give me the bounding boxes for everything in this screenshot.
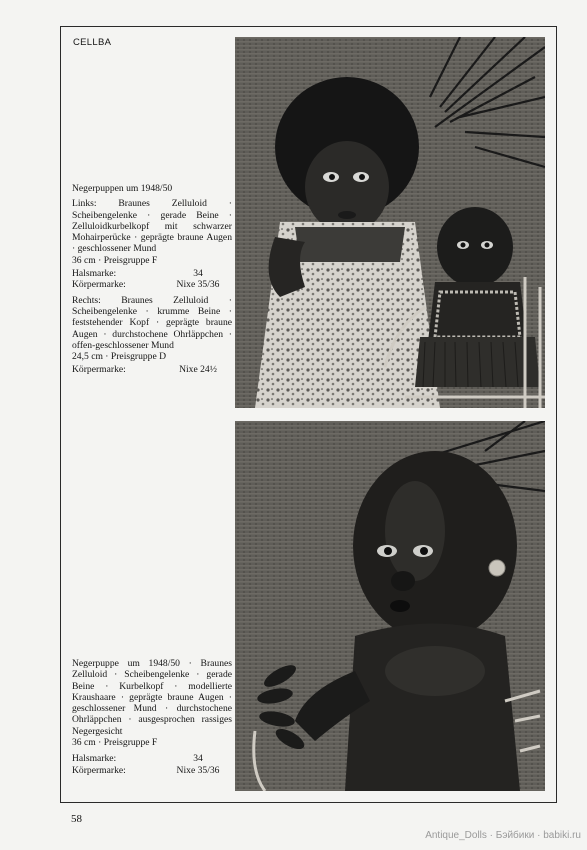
page-number: 58 bbox=[71, 813, 82, 825]
mark-value: 34 bbox=[193, 268, 203, 280]
section2-description: Negerpuppe um 1948/50 · Braunes Zelluloid · Scheibengelenke · gerade Beine · Kurbelkopf · modellierte Kraushaare · geprägte braune Augen · geschlossener Mund · durchstochene Ohrläppchen · ausgesprochen rassiges Negergesicht bbox=[72, 658, 232, 737]
mark-row bbox=[72, 279, 232, 290]
mark-row bbox=[72, 765, 232, 776]
mark-value: Nixe 35/36 bbox=[176, 764, 220, 776]
section1-caption bbox=[72, 183, 232, 376]
section2-marks bbox=[72, 753, 232, 776]
mark-value: Nixe 24½ bbox=[179, 364, 217, 376]
section1-right-description: Rechts: Braunes Zelluloid · Scheibengelenke · krumme Beine · feststehender Kopf · geprägte braune Augen · durchstochene Ohrläppchen · offen-geschlossener Mund bbox=[72, 294, 232, 351]
section1-left-marks bbox=[72, 268, 232, 291]
section1-right-size: 24,5 cm · Preisgruppe D bbox=[72, 351, 167, 363]
mark-label: Halsmarke: bbox=[72, 753, 117, 765]
photo-two-dolls-image bbox=[235, 37, 545, 408]
photo-single-doll-image bbox=[235, 421, 545, 791]
photo-two-dolls bbox=[235, 37, 545, 408]
mark-value: 34 bbox=[193, 753, 203, 765]
photo-single-doll bbox=[235, 421, 545, 791]
mark-label: Körpermarke: bbox=[72, 364, 126, 376]
section1-title: Negerpuppen um 1948/50 bbox=[72, 183, 173, 194]
mark-label: Körpermarke: bbox=[72, 764, 126, 776]
section2-size: 36 cm · Preisgruppe F bbox=[72, 737, 158, 749]
mark-label: Halsmarke: bbox=[72, 268, 117, 280]
section2-caption bbox=[72, 658, 232, 776]
watermark: Antique_Dolls · Бэйбики · babiki.ru bbox=[425, 830, 581, 841]
section1-right-marks bbox=[72, 364, 232, 375]
mark-row bbox=[72, 364, 232, 375]
section1-left-description: Links: Braunes Zelluloid · Scheibengelenke · gerade Beine · Zelluloidkurbelkopf mit schwarzer Mohairperücke · geprägte braune Augen · geschlossener Mund bbox=[72, 198, 232, 255]
brand-label: CELLBA bbox=[73, 37, 112, 48]
mark-value: Nixe 35/36 bbox=[176, 279, 220, 291]
mark-row bbox=[72, 268, 232, 279]
mark-label: Körpermarke: bbox=[72, 279, 126, 291]
section1-left-size: 36 cm · Preisgruppe F bbox=[72, 254, 158, 266]
mark-row bbox=[72, 753, 232, 764]
